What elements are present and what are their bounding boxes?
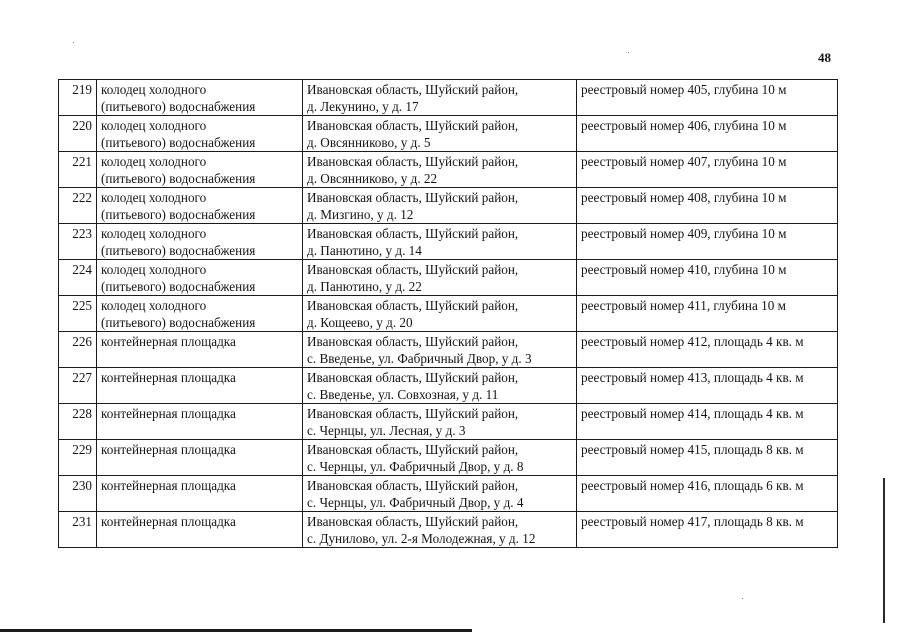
row-number-cell <box>59 152 97 188</box>
description-cell <box>577 476 838 512</box>
address-line: Ивановская область, Шуйский район, <box>307 334 519 349</box>
description-cell <box>577 404 838 440</box>
description-text: реестровый номер 412, площадь 4 кв. м <box>581 334 804 349</box>
description-text: реестровый номер 417, площадь 8 кв. м <box>581 514 804 529</box>
table-row <box>59 296 838 332</box>
row-number: 229 <box>72 442 92 457</box>
object-name-line: контейнерная площадка <box>101 514 236 529</box>
description-text: реестровый номер 413, площадь 4 кв. м <box>581 370 804 385</box>
table-row <box>59 368 838 404</box>
address-line: с. Введенье, ул. Фабричный Двор, у д. 3 <box>307 351 532 366</box>
address-line: д. Панютино, у д. 22 <box>307 279 422 294</box>
row-number-cell <box>59 368 97 404</box>
row-number-cell <box>59 260 97 296</box>
object-name-line: контейнерная площадка <box>101 406 236 421</box>
description-cell <box>577 260 838 296</box>
address-line: Ивановская область, Шуйский район, <box>307 514 519 529</box>
table-row <box>59 404 838 440</box>
address-line: д. Овсянниково, у д. 22 <box>307 171 438 186</box>
object-name-cell <box>97 188 303 224</box>
description-text: реестровый номер 414, площадь 4 кв. м <box>581 406 804 421</box>
address-cell <box>303 296 577 332</box>
address-line: д. Мизгино, у д. 12 <box>307 207 414 222</box>
row-number: 228 <box>72 406 92 421</box>
address-line: Ивановская область, Шуйский район, <box>307 190 519 205</box>
address-line: с. Чернцы, ул. Фабричный Двор, у д. 8 <box>307 459 524 474</box>
row-number: 224 <box>72 262 92 277</box>
address-line: д. Кощеево, у д. 20 <box>307 315 413 330</box>
row-number-cell <box>59 224 97 260</box>
object-name-line: (питьевого) водоснабжения <box>101 243 256 258</box>
table-row <box>59 188 838 224</box>
description-text: реестровый номер 408, глубина 10 м <box>581 190 787 205</box>
scan-edge-right <box>883 478 885 623</box>
registry-table-body <box>59 80 838 548</box>
object-name-line: колодец холодного <box>101 298 207 313</box>
address-line: Ивановская область, Шуйский район, <box>307 406 519 421</box>
object-name-line: (питьевого) водоснабжения <box>101 99 256 114</box>
table-row <box>59 260 838 296</box>
page-number: 48 <box>818 50 831 65</box>
description-cell <box>577 224 838 260</box>
object-name-line: (питьевого) водоснабжения <box>101 315 256 330</box>
row-number: 226 <box>72 334 92 349</box>
row-number: 230 <box>72 478 92 493</box>
address-cell <box>303 260 577 296</box>
object-name-cell <box>97 260 303 296</box>
object-name-line: (питьевого) водоснабжения <box>101 135 256 150</box>
object-name-line: колодец холодного <box>101 118 207 133</box>
address-cell <box>303 332 577 368</box>
object-name-line: колодец холодного <box>101 154 207 169</box>
description-text: реестровый номер 415, площадь 8 кв. м <box>581 442 804 457</box>
address-line: д. Овсянниково, у д. 5 <box>307 135 431 150</box>
object-name-line: колодец холодного <box>101 262 207 277</box>
row-number: 227 <box>72 370 92 385</box>
address-cell <box>303 368 577 404</box>
registry-table <box>58 79 838 548</box>
row-number: 223 <box>72 226 92 241</box>
object-name-line: контейнерная площадка <box>101 334 236 349</box>
scan-edge-bottom <box>0 629 472 632</box>
address-cell <box>303 224 577 260</box>
row-number-cell <box>59 476 97 512</box>
description-cell <box>577 368 838 404</box>
address-cell <box>303 404 577 440</box>
description-text: реестровый номер 405, глубина 10 м <box>581 82 787 97</box>
address-cell <box>303 116 577 152</box>
description-text: реестровый номер 406, глубина 10 м <box>581 118 787 133</box>
object-name-line: контейнерная площадка <box>101 478 236 493</box>
scan-speck <box>73 42 74 43</box>
object-name-cell <box>97 80 303 116</box>
table-row <box>59 116 838 152</box>
row-number: 221 <box>72 154 92 169</box>
object-name-line: контейнерная площадка <box>101 442 236 457</box>
object-name-cell <box>97 368 303 404</box>
address-cell <box>303 512 577 548</box>
row-number: 225 <box>72 298 92 313</box>
object-name-line: колодец холодного <box>101 190 207 205</box>
table-row <box>59 476 838 512</box>
address-line: Ивановская область, Шуйский район, <box>307 442 519 457</box>
object-name-cell <box>97 512 303 548</box>
row-number-cell <box>59 440 97 476</box>
address-cell <box>303 80 577 116</box>
object-name-line: (питьевого) водоснабжения <box>101 171 256 186</box>
row-number: 222 <box>72 190 92 205</box>
object-name-line: (питьевого) водоснабжения <box>101 279 256 294</box>
address-cell <box>303 440 577 476</box>
description-cell <box>577 512 838 548</box>
address-line: с. Чернцы, ул. Лесная, у д. 3 <box>307 423 466 438</box>
object-name-line: колодец холодного <box>101 226 207 241</box>
row-number: 220 <box>72 118 92 133</box>
description-cell <box>577 332 838 368</box>
object-name-cell <box>97 296 303 332</box>
description-cell <box>577 80 838 116</box>
row-number-cell <box>59 512 97 548</box>
address-line: с. Чернцы, ул. Фабричный Двор, у д. 4 <box>307 495 524 510</box>
description-text: реестровый номер 410, глубина 10 м <box>581 262 787 277</box>
address-cell <box>303 188 577 224</box>
description-text: реестровый номер 409, глубина 10 м <box>581 226 787 241</box>
address-line: Ивановская область, Шуйский район, <box>307 118 519 133</box>
object-name-line: (питьевого) водоснабжения <box>101 207 256 222</box>
object-name-cell <box>97 404 303 440</box>
object-name-line: колодец холодного <box>101 82 207 97</box>
row-number: 231 <box>72 514 92 529</box>
row-number-cell <box>59 296 97 332</box>
address-line: д. Лекунино, у д. 17 <box>307 99 419 114</box>
table-row <box>59 512 838 548</box>
description-text: реестровый номер 407, глубина 10 м <box>581 154 787 169</box>
row-number-cell <box>59 332 97 368</box>
address-line: с. Дунилово, ул. 2-я Молодежная, у д. 12 <box>307 531 536 546</box>
description-text: реестровый номер 416, площадь 6 кв. м <box>581 478 804 493</box>
address-line: д. Панютино, у д. 14 <box>307 243 422 258</box>
address-line: с. Введенье, ул. Совхозная, у д. 11 <box>307 387 499 402</box>
row-number-cell <box>59 116 97 152</box>
address-line: Ивановская область, Шуйский район, <box>307 82 519 97</box>
scan-speck <box>628 52 629 53</box>
object-name-cell <box>97 224 303 260</box>
object-name-cell <box>97 440 303 476</box>
description-text: реестровый номер 411, глубина 10 м <box>581 298 786 313</box>
address-cell <box>303 152 577 188</box>
object-name-line: контейнерная площадка <box>101 370 236 385</box>
address-line: Ивановская область, Шуйский район, <box>307 298 519 313</box>
description-cell <box>577 188 838 224</box>
scan-speck <box>742 598 743 599</box>
address-line: Ивановская область, Шуйский район, <box>307 370 519 385</box>
address-line: Ивановская область, Шуйский район, <box>307 226 519 241</box>
table-row <box>59 440 838 476</box>
table-row <box>59 332 838 368</box>
description-cell <box>577 440 838 476</box>
row-number-cell <box>59 188 97 224</box>
object-name-cell <box>97 332 303 368</box>
object-name-cell <box>97 152 303 188</box>
row-number: 219 <box>72 82 92 97</box>
description-cell <box>577 296 838 332</box>
address-line: Ивановская область, Шуйский район, <box>307 478 519 493</box>
description-cell <box>577 152 838 188</box>
table-row <box>59 80 838 116</box>
row-number-cell <box>59 80 97 116</box>
address-cell <box>303 476 577 512</box>
object-name-cell <box>97 116 303 152</box>
description-cell <box>577 116 838 152</box>
row-number-cell <box>59 404 97 440</box>
table-row <box>59 152 838 188</box>
address-line: Ивановская область, Шуйский район, <box>307 154 519 169</box>
address-line: Ивановская область, Шуйский район, <box>307 262 519 277</box>
table-row <box>59 224 838 260</box>
object-name-cell <box>97 476 303 512</box>
